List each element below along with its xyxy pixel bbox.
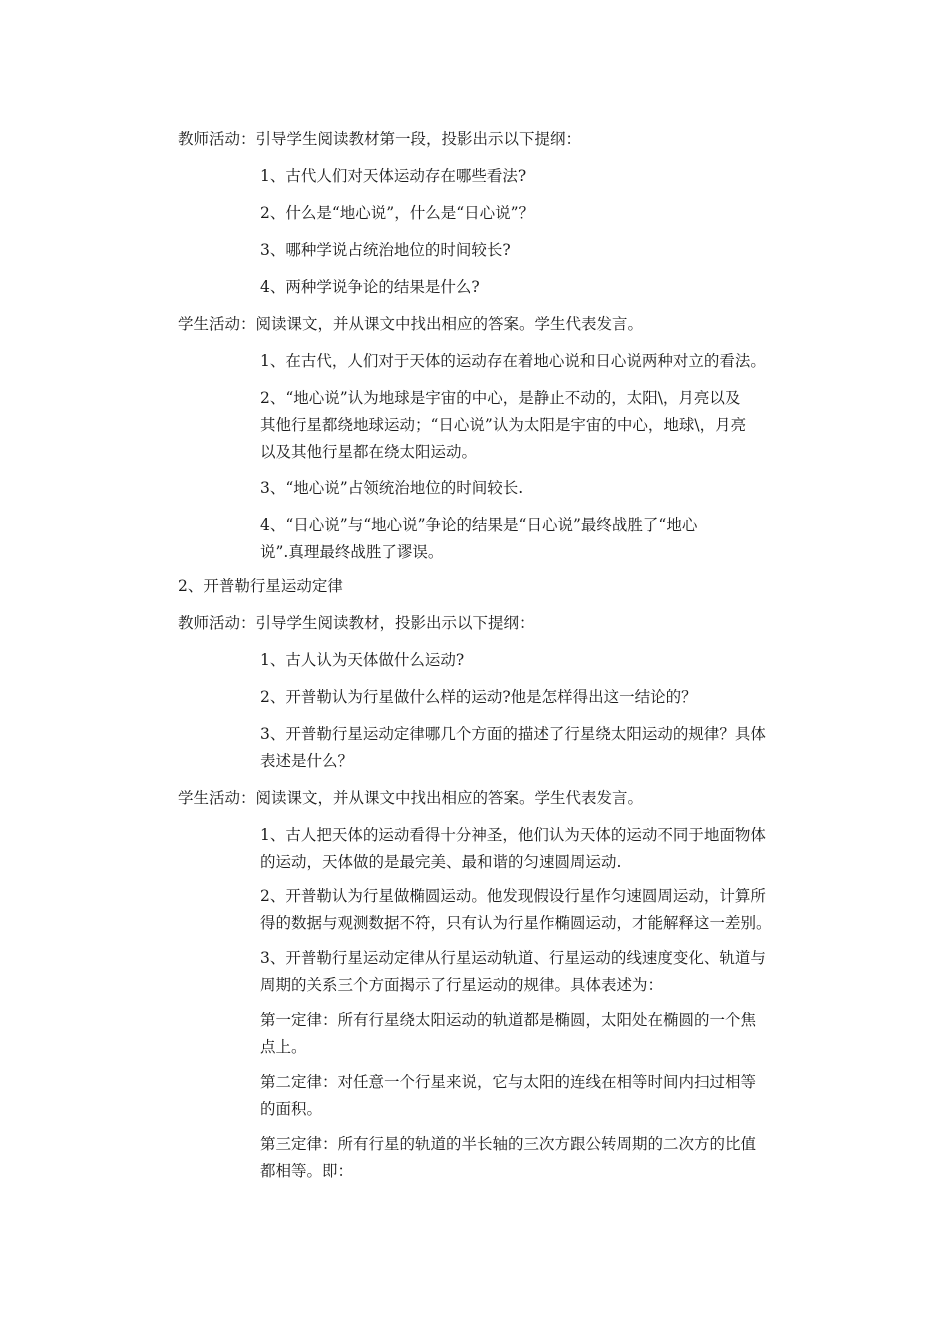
paragraph-line: 3、哪种学说占统治地位的时间较长?: [260, 241, 511, 259]
paragraph-line: 都相等。即：: [260, 1162, 354, 1180]
paragraph-line: 得的数据与观测数据不符，只有认为行星作椭圆运动，才能解释这一差别。: [260, 914, 772, 932]
paragraph-line: 教师活动：引导学生阅读教材第一段，投影出示以下提纲：: [178, 130, 582, 148]
paragraph-line: 周期的关系三个方面揭示了行星运动的规律。具体表述为：: [260, 976, 664, 994]
paragraph-line: 以及其他行星都在绕太阳运动。: [260, 443, 478, 461]
paragraph-line: 教师活动：引导学生阅读教材，投影出示以下提纲：: [178, 614, 535, 632]
paragraph-line: 3、开普勒行星运动定律哪几个方面的描述了行星绕太阳运动的规律？具体: [260, 725, 766, 743]
paragraph-line: 学生活动：阅读课文，并从课文中找出相应的答案。学生代表发言。: [178, 789, 644, 807]
paragraph-line: 2、开普勒认为行星做椭圆运动。他发现假设行星作匀速圆周运动，计算所: [260, 887, 766, 905]
paragraph-line: 1、在古代，人们对于天体的运动存在着地心说和日心说两种对立的看法。: [260, 352, 766, 370]
paragraph-line: 其他行星都绕地球运动；“日心说”认为太阳是宇宙的中心，地球\，月亮: [260, 416, 747, 434]
paragraph-line: 1、古人认为天体做什么运动?: [260, 651, 465, 669]
paragraph-line: 2、开普勒认为行星做什么样的运动?他是怎样得出这一结论的？: [260, 688, 697, 706]
paragraph-line: 1、古人把天体的运动看得十分神圣，他们认为天体的运动不同于地面物体: [260, 826, 766, 844]
paragraph-line: 4、“日心说”与“地心说”争论的结果是“日心说”最终战胜了“地心: [260, 516, 698, 534]
paragraph-line: 3、开普勒行星运动定律从行星运动轨道、行星运动的线速度变化、轨道与: [260, 949, 766, 967]
paragraph-line: 表述是什么？: [260, 752, 354, 770]
paragraph-line: 学生活动：阅读课文，并从课文中找出相应的答案。学生代表发言。: [178, 315, 644, 333]
paragraph-line: 说”.真理最终战胜了谬误。: [260, 543, 444, 561]
paragraph-line: 2、“地心说”认为地球是宇宙的中心，是静止不动的，太阳\，月亮以及: [260, 389, 741, 407]
paragraph-line: 1、古代人们对天体运动存在哪些看法?: [260, 167, 527, 185]
paragraph-line: 的运动，天体做的是最完美、最和谐的匀速圆周运动.: [260, 853, 622, 871]
paragraph-line: 2、什么是“地心说”，什么是“日心说”？: [260, 204, 535, 222]
paragraph-line: 的面积。: [260, 1100, 323, 1118]
paragraph-line: 2、开普勒行星运动定律: [178, 577, 343, 595]
paragraph-line: 3、“地心说”占领统治地位的时间较长.: [260, 479, 524, 497]
paragraph-line: 第三定律：所有行星的轨道的半长轴的三次方跟公转周期的二次方的比值: [260, 1135, 757, 1153]
paragraph-line: 4、两种学说争论的结果是什么?: [260, 278, 480, 296]
paragraph-line: 点上。: [260, 1038, 307, 1056]
paragraph-line: 第二定律：对任意一个行星来说，它与太阳的连线在相等时间内扫过相等: [260, 1073, 757, 1091]
paragraph-line: 第一定律：所有行星绕太阳运动的轨道都是椭圆，太阳处在椭圆的一个焦: [260, 1011, 757, 1029]
